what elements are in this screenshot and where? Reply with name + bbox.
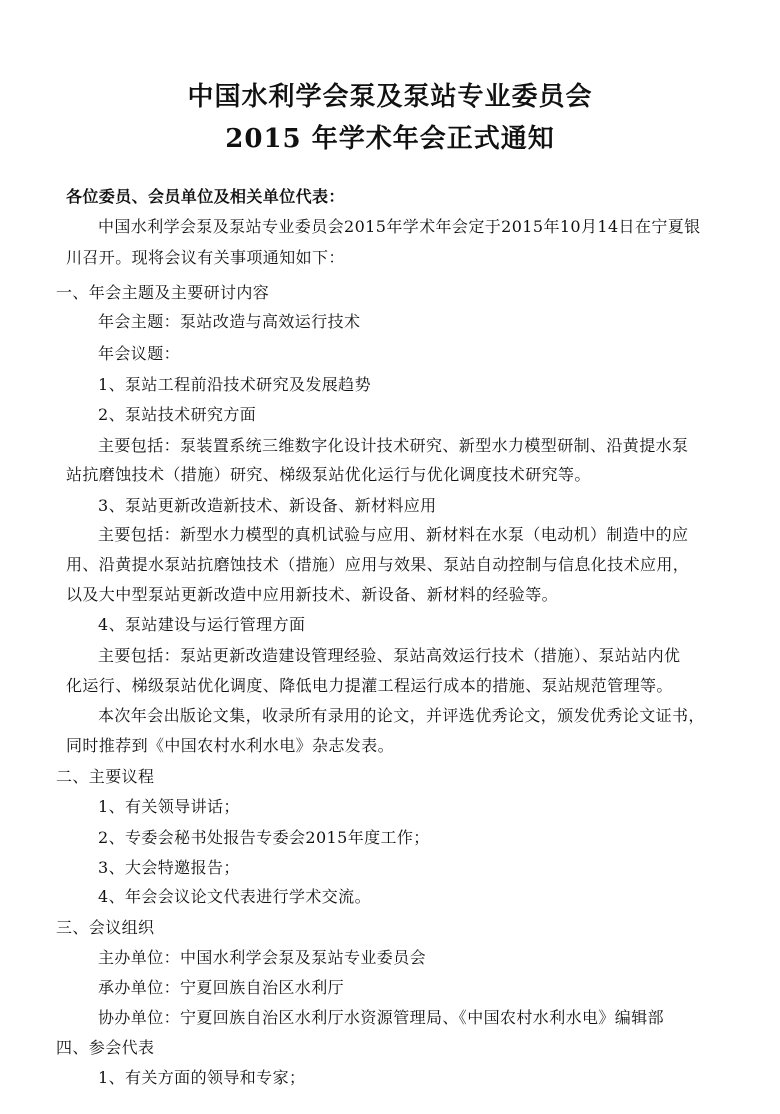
topic-2-detail-line-2: 站抗磨蚀技术（措施）研究、梯级泵站优化运行与优化调度技术研究等。 [66,465,591,484]
attendee-item-1: 1、有关方面的领导和专家； [98,1068,306,1087]
topic-3-detail-line-1: 主要包括：新型水力模型的真机试验与应用、新材料在水泵（电动机）制造中的应 [98,525,689,544]
title-line-2: 2015 年学术年会正式通知 [225,124,555,154]
section-1-heading: 一、年会主题及主要研讨内容 [56,283,270,302]
topic-3: 3、泵站更新改造新技术、新设备、新材料应用 [98,496,437,515]
topic-4-detail-line-2: 化运行、梯级泵站优化调度、降低电力提灌工程运行成本的措施、泵站规范管理等。 [66,676,673,695]
topic-2: 2、泵站技术研究方面 [98,405,257,424]
annual-theme: 年会主题：泵站改造与高效运行技术 [98,312,361,331]
agenda-item-2: 2、专委会秘书处报告专委会2015年度工作； [98,828,430,847]
title-line-1: 中国水利学会泵及泵站专业委员会 [187,82,593,112]
section-4-heading: 四、参会代表 [56,1038,155,1057]
salutation: 各位委员、会员单位及相关单位代表： [66,187,345,206]
topic-3-detail-line-3: 以及大中型泵站更新改造中应用新技术、新设备、新材料的经验等。 [66,585,559,604]
agenda-item-3: 3、大会特邀报告； [98,858,240,877]
intro-line-1: 中国水利学会泵及泵站专业委员会2015年学术年会定于2015年10月14日在宁夏银 [98,217,701,236]
papers-line-1: 本次年会出版论文集，收录所有录用的论文，并评选优秀论文，颁发优秀论文证书， [98,706,705,725]
intro-line-2: 川召开。现将会议有关事项通知如下： [66,248,345,267]
organizer-unit: 承办单位：宁夏回族自治区水利厅 [98,978,345,997]
section-3-heading: 三、会议组织 [56,918,155,937]
agenda-item-1: 1、有关领导讲话； [98,797,240,816]
topic-4: 4、泵站建设与运行管理方面 [98,615,306,634]
topic-2-detail-line-1: 主要包括：泵装置系统三维数字化设计技术研究、新型水力模型研制、沿黄提水泵 [98,436,689,455]
papers-line-2: 同时推荐到《中国农村水利水电》杂志发表。 [66,736,395,755]
section-2-heading: 二、主要议程 [56,767,155,786]
topic-4-detail-line-1: 主要包括：泵站更新改造建设管理经验、泵站高效运行技术（措施）、泵站站内优 [98,646,681,665]
topic-3-detail-line-2: 用、沿黄提水泵站抗磨蚀技术（措施）应用与效果、泵站自动控制与信息化技术应用， [66,555,690,574]
coorganizer-unit: 协办单位：宁夏回族自治区水利厅水资源管理局、《中国农村水利水电》编辑部 [98,1008,665,1027]
topics-label: 年会议题： [98,344,181,363]
agenda-item-4: 4、年会会议论文代表进行学术交流。 [98,887,371,906]
host-unit: 主办单位：中国水利学会泵及泵站专业委员会 [98,948,427,967]
topic-1: 1、泵站工程前沿技术研究及发展趋势 [98,375,371,394]
